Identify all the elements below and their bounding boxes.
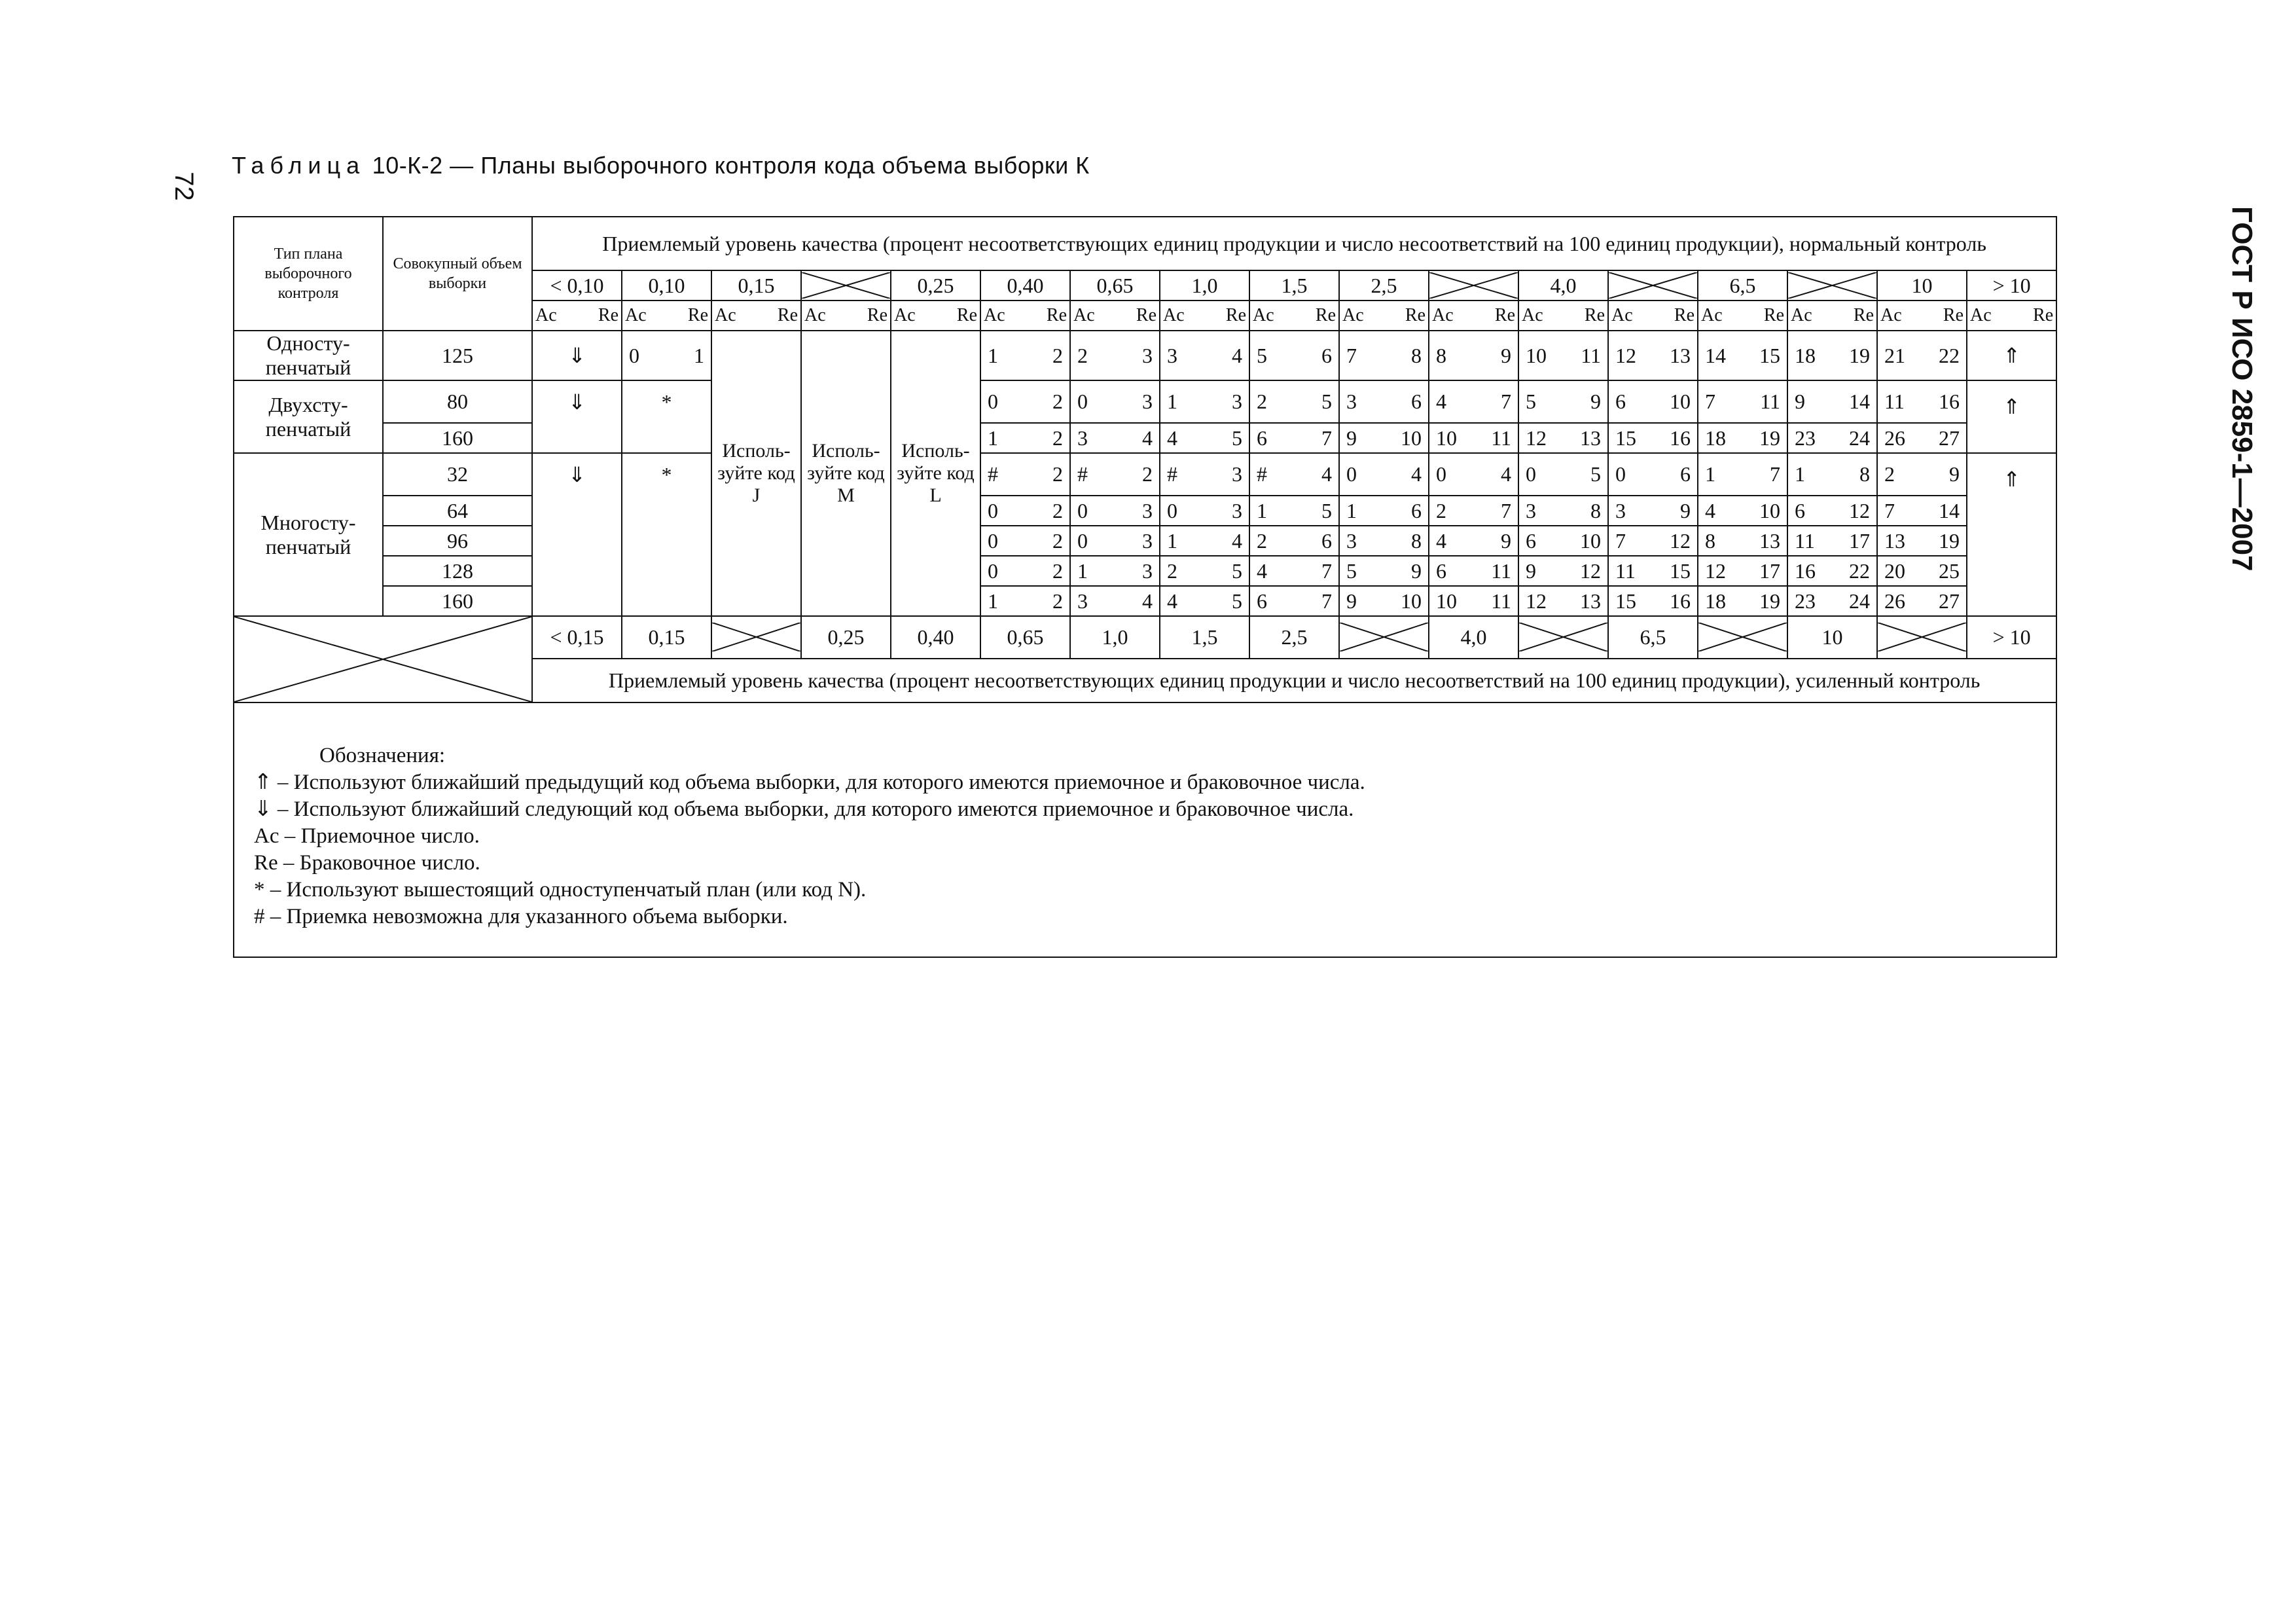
ac-re-cell: 6 10 (1518, 526, 1608, 556)
ac-re-header: Ac Re (1160, 301, 1249, 331)
ac-re-cell: 10 11 (1518, 331, 1608, 380)
ac-re-cell: 18 19 (1698, 586, 1787, 616)
footer-tightened-aql: Приемлемый уровень качества (процент несоответствующих единиц продукции и число несоответствий на 100 единиц продукции), усиленный контроль (532, 659, 2056, 702)
aql-normal-value: 1,5 (1249, 270, 1339, 301)
table-row (234, 526, 2058, 556)
aql-tightened-value: 4,0 (1429, 616, 1518, 659)
ac-re-header: Ac Re (1249, 301, 1339, 331)
crossed-corner-cell (234, 616, 532, 702)
arrow-up-icon: ⇑ (1967, 453, 2056, 496)
table-row (234, 496, 2058, 526)
ac-re-cell: 26 27 (1877, 586, 1967, 616)
sampling-plan-table (233, 216, 2059, 958)
ac-re-cell: 5 6 (1249, 331, 1339, 380)
ac-re-cell: 7 11 (1698, 380, 1787, 423)
aql-tightened-value: < 0,15 (532, 616, 622, 659)
ac-re-cell: 7 12 (1608, 526, 1698, 556)
table-row (234, 453, 2058, 496)
table-row (234, 556, 2058, 586)
ac-re-cell: 4 7 (1429, 380, 1518, 423)
aql-normal-value: 2,5 (1339, 270, 1429, 301)
ac-re-cell: 5 9 (1339, 556, 1429, 586)
aql-normal-value: 0,25 (891, 270, 980, 301)
type-double: Двухсту- пенчатый (234, 380, 383, 453)
ac-re-cell: # 3 (1160, 453, 1249, 496)
table-row (234, 702, 2058, 957)
arrow-down-icon: ⇓ (532, 453, 622, 496)
crossed-cell-icon (712, 623, 800, 651)
ac-re-header: Ac Re (1787, 301, 1877, 331)
crossed-cell-icon (1429, 272, 1518, 299)
ac-re-cell: 0 4 (1429, 453, 1518, 496)
ac-re-cell: 0 6 (1608, 453, 1698, 496)
sample-size-value: 160 (383, 423, 532, 453)
legend-item: ⇓ – Используют ближайший следующий код объема выборки, для которого имеются приемочное и браковочное числа. (254, 797, 1354, 821)
ac-re-cell: 8 9 (1429, 331, 1518, 380)
ac-re-cell: 12 13 (1518, 423, 1608, 453)
ac-re-cell: 0 3 (1070, 526, 1160, 556)
ac-re-header: Ac Re (1877, 301, 1967, 331)
ac-re-cell: 2 6 (1249, 526, 1339, 556)
ac-re-cell: 3 4 (1070, 586, 1160, 616)
ac-re-cell: 26 27 (1877, 423, 1967, 453)
ac-re-header: Ac Re (622, 301, 711, 331)
ac-re-cell: 1 8 (1787, 453, 1877, 496)
ac-re-cell: 13 19 (1877, 526, 1967, 556)
aql-normal-value: 0,40 (980, 270, 1070, 301)
ac-re-cell: 3 8 (1518, 496, 1608, 526)
aql-crossed-cell (1698, 616, 1787, 659)
ac-re-cell: 1 5 (1249, 496, 1339, 526)
ac-re-cell: 0 4 (1339, 453, 1429, 496)
legend-item: Ac – Приемочное число. (254, 824, 480, 848)
ac-re-header: Ac Re (1339, 301, 1429, 331)
arrow-up-icon: ⇑ (1967, 331, 2056, 380)
standard-designation: ГОСТ Р ИСО 2859-1—2007 (2226, 206, 2258, 572)
ac-re-cell: 2 7 (1429, 496, 1518, 526)
caption-title: 10-К-2 — Планы выборочного контроля кода объема выборки К (372, 152, 1090, 179)
ac-re-cell: 6 10 (1608, 380, 1698, 423)
aql-crossed-cell (711, 616, 801, 659)
type-single: Односту- пенчатый (234, 331, 383, 380)
empty-cell (1967, 496, 2056, 526)
aql-crossed-cell (1339, 616, 1429, 659)
ac-re-cell: 9 10 (1339, 586, 1429, 616)
ac-re-cell: 20 25 (1877, 556, 1967, 586)
aql-tightened-value: 0,65 (980, 616, 1070, 659)
ac-re-header: Ac Re (891, 301, 980, 331)
ac-re-cell: 0 2 (980, 526, 1070, 556)
ac-re-cell: 5 9 (1518, 380, 1608, 423)
header-sample-size: Совокупный объем выборки (383, 217, 532, 331)
ac-re-cell: 0 3 (1070, 496, 1160, 526)
sample-size-value: 125 (383, 331, 532, 380)
ac-re-cell: 6 11 (1429, 556, 1518, 586)
ac-re-cell: 4 5 (1160, 423, 1249, 453)
aql-tightened-value: > 10 (1967, 616, 2056, 659)
ac-re-cell: 2 3 (1070, 331, 1160, 380)
aql-tightened-value: 10 (1787, 616, 1877, 659)
empty-cell (532, 586, 622, 616)
table-row (234, 586, 2058, 616)
aql-normal-value: 10 (1877, 270, 1967, 301)
aql-crossed-cell (1518, 616, 1608, 659)
ac-re-cell: 12 17 (1698, 556, 1787, 586)
ac-re-cell: 8 13 (1698, 526, 1787, 556)
empty-cell (622, 496, 711, 526)
table-row (234, 380, 2058, 423)
table-row (234, 616, 2058, 659)
crossed-cell-icon (1878, 623, 1966, 651)
crossed-cell-icon (1519, 623, 1607, 651)
aql-crossed-cell (1877, 616, 1967, 659)
empty-cell (532, 556, 622, 586)
use-code-cell: Исполь- зуйте код J (711, 331, 801, 616)
ac-re-header: Ac Re (1608, 301, 1698, 331)
crossed-cell-icon (1698, 623, 1787, 651)
type-multi: Многосту- пенчатый (234, 453, 383, 616)
aql-tightened-value: 0,40 (891, 616, 980, 659)
caption-prefix: Таблица (232, 152, 366, 179)
ac-re-cell: 3 4 (1070, 423, 1160, 453)
ac-re-cell: 1 4 (1160, 526, 1249, 556)
star-symbol: * (622, 453, 711, 496)
sample-size-value: 128 (383, 556, 532, 586)
aql-normal-value: 0,15 (711, 270, 801, 301)
aql-crossed-cell (801, 270, 891, 301)
crossed-cell-icon (234, 617, 531, 702)
ac-re-cell: 1 7 (1698, 453, 1787, 496)
ac-re-cell: 10 11 (1429, 586, 1518, 616)
table-row (234, 217, 2058, 270)
sample-size-value: 80 (383, 380, 532, 423)
ac-re-cell: 2 5 (1160, 556, 1249, 586)
ac-re-cell: 16 22 (1787, 556, 1877, 586)
ac-re-cell: 3 9 (1608, 496, 1698, 526)
aql-crossed-cell (1787, 270, 1877, 301)
sampling-table-wrapper (233, 216, 2058, 958)
ac-re-header: Ac Re (1698, 301, 1787, 331)
ac-re-cell: 9 14 (1787, 380, 1877, 423)
ac-re-cell: 11 15 (1608, 556, 1698, 586)
ac-re-cell: # 2 (980, 453, 1070, 496)
crossed-cell-icon (1340, 623, 1428, 651)
ac-re-cell: 4 5 (1160, 586, 1249, 616)
aql-normal-value: 1,0 (1160, 270, 1249, 301)
empty-cell (532, 496, 622, 526)
empty-cell (622, 423, 711, 453)
ac-re-cell: 18 19 (1698, 423, 1787, 453)
ac-re-header: Ac Re (711, 301, 801, 331)
ac-re-header: Ac Re (1429, 301, 1518, 331)
aql-normal-value: 0,65 (1070, 270, 1160, 301)
ac-re-cell: 1 3 (1160, 380, 1249, 423)
ac-re-header: Ac Re (801, 301, 891, 331)
ac-re-cell: 2 5 (1249, 380, 1339, 423)
arrow-down-icon: ⇓ (532, 380, 622, 423)
legend-item: * – Используют вышестоящий одноступенчатый план (или код N). (254, 878, 867, 902)
table-row (234, 331, 2058, 380)
ac-re-cell: 21 22 (1877, 331, 1967, 380)
aql-normal-value: 4,0 (1518, 270, 1608, 301)
ac-re-cell: 15 16 (1608, 423, 1698, 453)
ac-re-cell: 6 12 (1787, 496, 1877, 526)
ac-re-cell: 12 13 (1518, 586, 1608, 616)
sample-size-value: 160 (383, 586, 532, 616)
ac-re-cell: 1 2 (980, 423, 1070, 453)
aql-tightened-value: 1,0 (1070, 616, 1160, 659)
star-symbol: * (622, 380, 711, 423)
crossed-cell-icon (1609, 272, 1697, 299)
ac-re-cell: 3 4 (1160, 331, 1249, 380)
ac-re-cell: 0 2 (980, 496, 1070, 526)
aql-tightened-value: 0,15 (622, 616, 711, 659)
ac-re-cell: 0 1 (622, 331, 711, 380)
ac-re-cell: 9 10 (1339, 423, 1429, 453)
ac-re-cell: 2 9 (1877, 453, 1967, 496)
ac-re-cell: 23 24 (1787, 586, 1877, 616)
aql-tightened-value: 0,25 (801, 616, 891, 659)
crossed-cell-icon (1788, 272, 1876, 299)
ac-re-cell: 6 7 (1249, 586, 1339, 616)
ac-re-cell: 1 2 (980, 586, 1070, 616)
ac-re-cell: 1 3 (1070, 556, 1160, 586)
header-normal-aql: Приемлемый уровень качества (процент несоответствующих единиц продукции и число несоответствий на 100 единиц продукции), нормальный контроль (532, 217, 2056, 270)
ac-re-cell: 0 2 (980, 380, 1070, 423)
ac-re-cell: 1 6 (1339, 496, 1429, 526)
arrow-down-icon: ⇓ (532, 331, 622, 380)
ac-re-header: Ac Re (980, 301, 1070, 331)
ac-re-cell: 9 12 (1518, 556, 1608, 586)
header-plan-type: Тип плана выборочного контроля (234, 217, 383, 331)
legend-item: # – Приемка невозможна для указанного объема выборки. (254, 905, 788, 928)
aql-tightened-value: 2,5 (1249, 616, 1339, 659)
table-row (234, 423, 2058, 453)
use-code-cell: Исполь- зуйте код М (801, 331, 891, 616)
empty-cell (622, 556, 711, 586)
legend-cell (234, 702, 2056, 957)
legend-item: Re – Браковочное число. (254, 851, 480, 875)
ac-re-cell: 3 6 (1339, 380, 1429, 423)
ac-re-cell: 0 5 (1518, 453, 1608, 496)
aql-normal-value: > 10 (1967, 270, 2056, 301)
legend-item: ⇑ – Используют ближайший предыдущий код объема выборки, для которого имеются приемочное и браковочное числа. (254, 771, 1365, 794)
ac-re-cell: 4 9 (1429, 526, 1518, 556)
page-number: 72 (169, 172, 198, 201)
sample-size-value: 32 (383, 453, 532, 496)
ac-re-header: Ac Re (1518, 301, 1608, 331)
legend: Обозначения: ⇑ – Используют ближайший предыдущий код объема выборки, для которого имеются приемочное и браковочное числа. ⇓ – Используют ближайший следующий код объема выборки, для которого имеются приемочное и браковочное числа. Ac – Приемочное число. Re – Браковочное число. * – Используют вышестоящий одноступенчатый план (или код N). # – Приемка невозможна для указанного объема выборки. (234, 703, 2056, 957)
ac-re-cell: 11 16 (1877, 380, 1967, 423)
ac-re-cell: 1 2 (980, 331, 1070, 380)
aql-normal-value: 0,10 (622, 270, 711, 301)
ac-re-header: Ac Re (532, 301, 622, 331)
arrow-up-icon: ⇑ (1967, 380, 2056, 423)
aql-crossed-cell (1608, 270, 1698, 301)
ac-re-cell: 15 16 (1608, 586, 1698, 616)
sample-size-value: 96 (383, 526, 532, 556)
ac-re-cell: 4 7 (1249, 556, 1339, 586)
aql-tightened-value: 6,5 (1608, 616, 1698, 659)
ac-re-cell: 14 15 (1698, 331, 1787, 380)
aql-normal-value: < 0,10 (532, 270, 622, 301)
ac-re-cell: 11 17 (1787, 526, 1877, 556)
aql-tightened-value: 1,5 (1160, 616, 1249, 659)
ac-re-header: Ac Re (1070, 301, 1160, 331)
empty-cell (532, 423, 622, 453)
ac-re-cell: 0 3 (1160, 496, 1249, 526)
empty-cell (532, 526, 622, 556)
ac-re-cell: 0 2 (980, 556, 1070, 586)
ac-re-cell: 6 7 (1249, 423, 1339, 453)
ac-re-cell: 4 10 (1698, 496, 1787, 526)
empty-cell (1967, 526, 2056, 556)
aql-normal-value: 6,5 (1698, 270, 1787, 301)
ac-re-cell: 18 19 (1787, 331, 1877, 380)
ac-re-cell: 10 11 (1429, 423, 1518, 453)
ac-re-cell: 7 14 (1877, 496, 1967, 526)
ac-re-cell: # 2 (1070, 453, 1160, 496)
empty-cell (622, 526, 711, 556)
empty-cell (1967, 423, 2056, 453)
empty-cell (1967, 556, 2056, 586)
aql-crossed-cell (1429, 270, 1518, 301)
sample-size-value: 64 (383, 496, 532, 526)
ac-re-cell: # 4 (1249, 453, 1339, 496)
ac-re-cell: 23 24 (1787, 423, 1877, 453)
table-caption (232, 152, 1090, 179)
crossed-cell-icon (802, 272, 890, 299)
ac-re-cell: 7 8 (1339, 331, 1429, 380)
ac-re-cell: 0 3 (1070, 380, 1160, 423)
ac-re-cell: 3 8 (1339, 526, 1429, 556)
use-code-cell: Исполь- зуйте код L (891, 331, 980, 616)
ac-re-cell: 12 13 (1608, 331, 1698, 380)
empty-cell (1967, 586, 2056, 616)
ac-re-header: Ac Re (1967, 301, 2056, 331)
empty-cell (622, 586, 711, 616)
